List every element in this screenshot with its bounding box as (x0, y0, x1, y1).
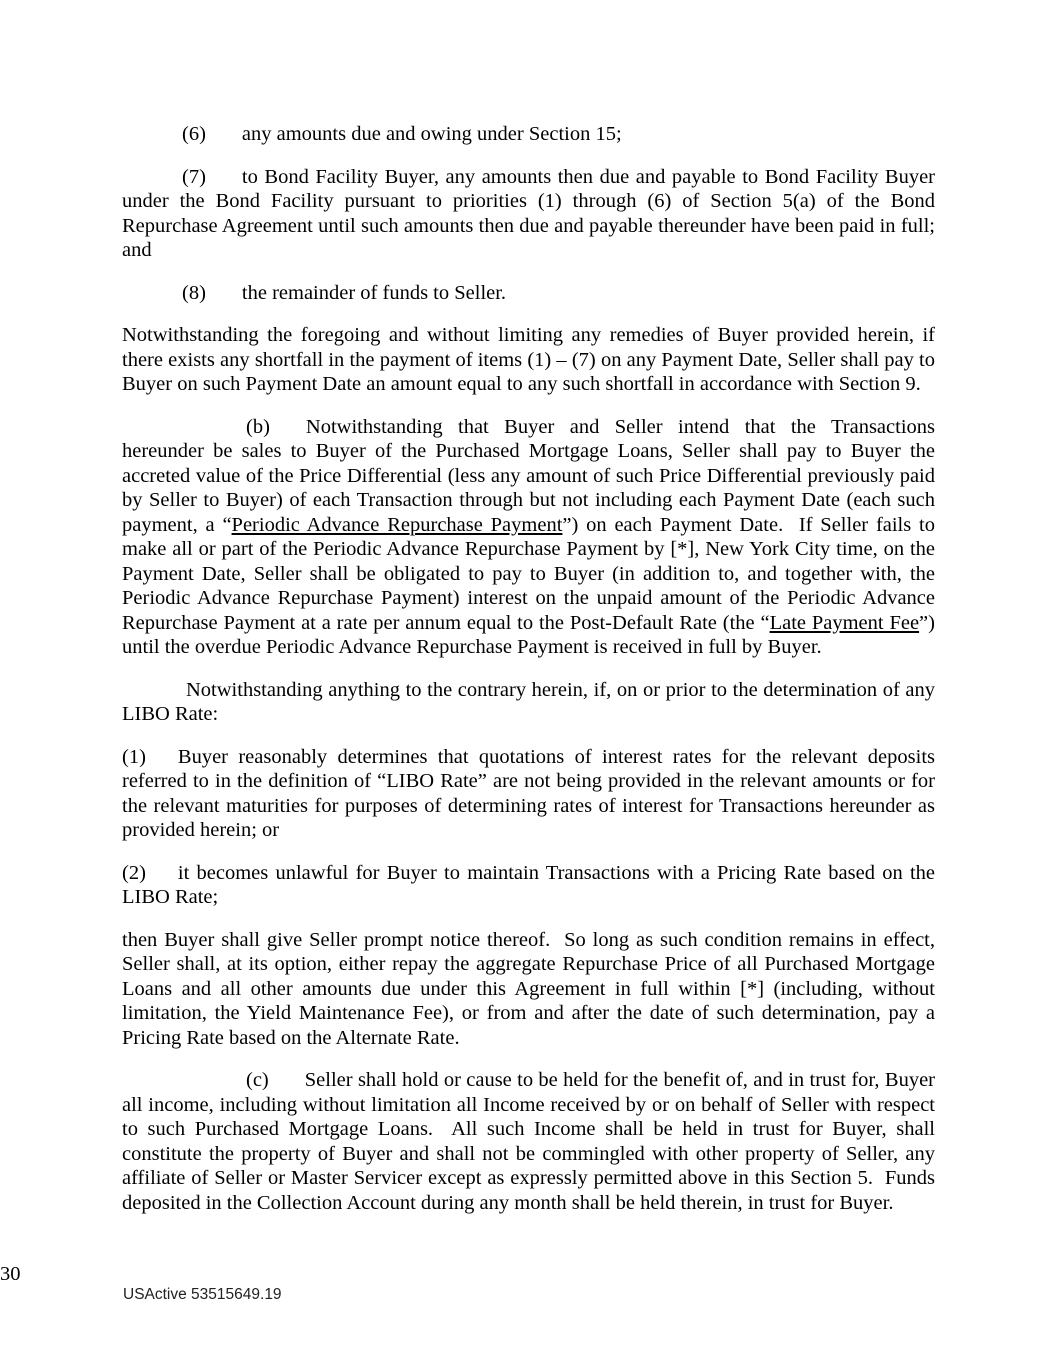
document-id-footer: USActive 53515649.19 (123, 1286, 282, 1303)
paragraph-b-segment-5: ”) until the overdue Periodic Advance Repurchase Payment is received in full by Buyer. (122, 611, 935, 658)
paragraph-b-letter: (b) (246, 415, 270, 438)
list-item-6-number: (6) (182, 123, 206, 145)
list-item-8-text: the remainder of funds to Seller. (241, 281, 507, 304)
paragraph-libo-intro: Notwithstanding anything to the contrary herein, if, on or prior to the determination of any LIBO Rate: (122, 678, 935, 725)
paragraph-b-segment-3: ”) on each Payment Date. If Seller fails to make all or part of the Periodic Advance Repurchase Payment by [*], New York City time, on the Payment Date, Seller shall be obligated to pay to Buyer (in addition to, and together with, the Periodic Advance Repurchase Payment) interest on the unpaid amount of the Periodic Advance Repurchase Payment at a rate per annum equal to the Post-Default Rate (the “ (122, 513, 935, 634)
paragraph-c (122, 1068, 935, 1215)
list-item-2-number: (2) (122, 861, 146, 884)
list-item-1-number: (1) (122, 745, 146, 768)
list-item-1-text: Buyer reasonably determines that quotations of interest rates for the relevant deposits referred to in the definition of “LIBO Rate” are not being provided in the relevant amounts or for the relevant maturities for purposes of determining rates of interest for Transactions hereunder as provided herein; or (122, 745, 935, 841)
list-item-6-text: any amounts due and owing under Section 15; (241, 123, 622, 145)
paragraph-c-letter: (c) (246, 1069, 269, 1091)
list-item-6 (122, 122, 935, 147)
list-item-7 (122, 165, 935, 263)
paragraph-b-segment-1: Notwithstanding that Buyer and Seller intend that the Transactions hereunder be sales to Buyer of the Purchased Mortgage Loans, Seller shall pay to Buyer the accreted value of the Price Differential (less any amount of such Price Differential previously paid by Seller to Buyer) of each Transaction through but not including each Payment Date (each such payment, a “ (122, 415, 935, 536)
paragraph-b (122, 415, 935, 660)
defined-term-late-payment-fee: Late Payment Fee (769, 611, 920, 634)
paragraph-shortfall: Notwithstanding the foregoing and without limiting any remedies of Buyer provided herein, if there exists any shortfall in the payment of items (1) – (7) on any Payment Date, Seller shall pay to Buyer on such Payment Date an amount equal to any such shortfall in accordance with Section 9. (122, 324, 935, 395)
paragraph-c-text: Seller shall hold or cause to be held for the benefit of, and in trust for, Buyer all income, including without limitation all Income received by or on behalf of Seller with respect to such Purchased Mortgage Loans. All such Income shall be held in trust for Buyer, shall constitute the property of Buyer and shall not be commingled with other property of Seller, any affiliate of Seller or Master Servicer except as expressly permitted above in this Section 5. Funds deposited in the Collection Account during any month shall be held therein, in trust for Buyer. (122, 1069, 935, 1214)
page-number: 30 (0, 1263, 21, 1285)
paragraph-then-buyer: then Buyer shall give Seller prompt notice thereof. So long as such condition remains in effect, Seller shall, at its option, either repay the aggregate Repurchase Price of all Purchased Mortgage Loans and all other amounts due under this Agreement in full within [*] (including, without limitation, the Yield Maintenance Fee), or from and after the date of such determination, pay a Pricing Rate based on the Alternate Rate. (122, 928, 935, 1049)
defined-term-periodic-advance-repurchase-payment: Periodic Advance Repurchase Payment (231, 513, 563, 536)
list-item-7-number: (7) (182, 165, 206, 188)
list-item-2 (122, 861, 935, 910)
list-item-2-text: it becomes unlawful for Buyer to maintain Transactions with a Pricing Rate based on the LIBO Rate; (122, 861, 935, 908)
list-item-8 (122, 281, 935, 306)
list-item-7-text: to Bond Facility Buyer, any amounts then due and payable to Bond Facility Buyer under the Bond Facility pursuant to priorities (1) through (6) of Section 5(a) of the Bond Repurchase Agreement until such amounts then due and payable thereunder have been paid in full; and (122, 165, 935, 261)
list-item-1 (122, 745, 935, 843)
list-item-8-number: (8) (182, 281, 206, 304)
